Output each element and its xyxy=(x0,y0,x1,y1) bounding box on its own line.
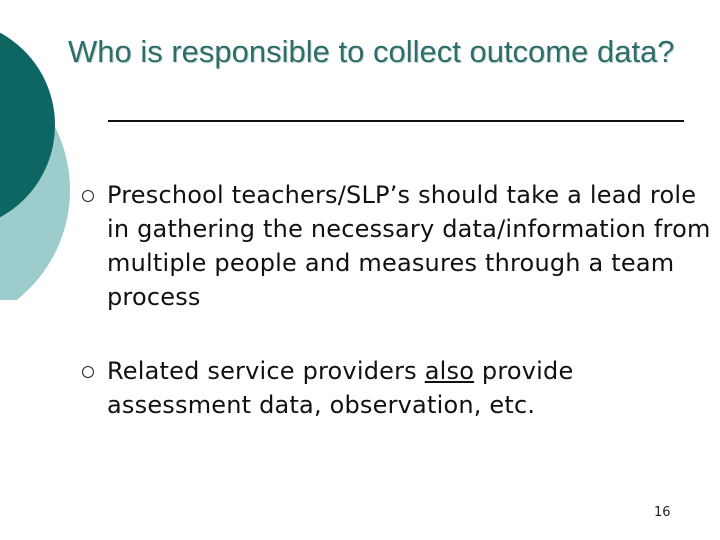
bullet-text xyxy=(107,178,712,314)
bullet-item xyxy=(82,354,712,422)
hollow-circle-bullet-icon xyxy=(82,366,94,378)
bullet-item xyxy=(82,178,712,314)
page-number: 16 xyxy=(654,505,671,520)
title-underline-rule xyxy=(108,120,684,122)
bullet-text-segment: Preschool teachers/SLP’s should take a lead role in gathering the necessary data/information from multiple people and measures through a team process xyxy=(107,181,711,311)
slide-title: Who is responsible to collect outcome data? xyxy=(68,34,675,69)
hollow-circle-bullet-icon xyxy=(82,190,94,202)
bullet-text xyxy=(107,354,712,422)
bullet-list xyxy=(82,178,712,462)
underlined-emphasis: also xyxy=(424,357,475,385)
bullet-text-segment: provide assessment data, observation, etc. xyxy=(107,357,574,419)
bullet-text-segment: Related service providers xyxy=(107,357,425,385)
